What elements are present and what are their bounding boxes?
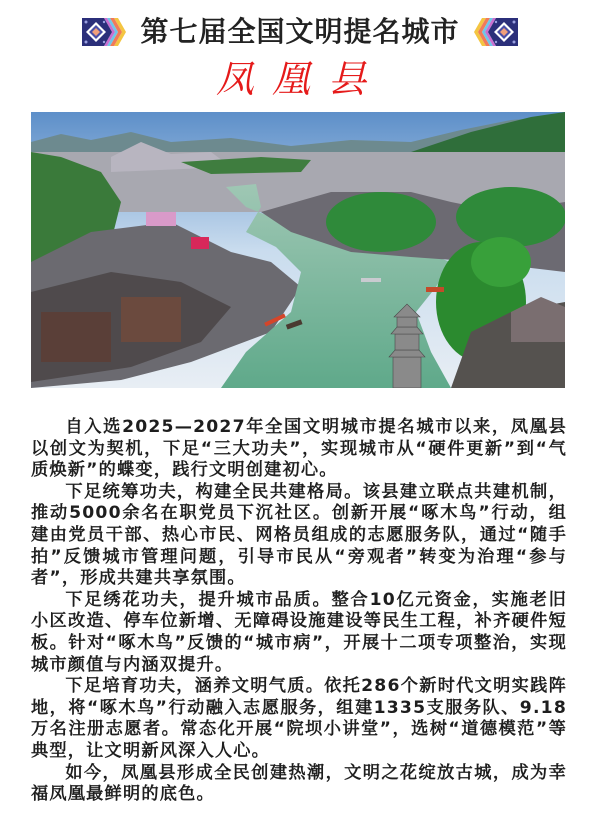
article-body: [31, 417, 567, 806]
fenghuang-aerial-photo: [31, 112, 565, 388]
ethnic-ornament-right-icon: [472, 16, 520, 48]
article-paragraph-intro: 自入选2025—2027年全国文明城市提名城市以来，凤凰县以创文为契机，下足“三大功夫”，实现城市从“硬件更新”到“气质焕新”的蝶变，践行文明创建初心。: [31, 417, 567, 481]
article-paragraph-coordination: 下足统筹功夫，构建全民共建格局。该县建立联点共建机制，推动5000余名在职党员下沉社区。创新开展“啄木鸟”行动，组建由党员干部、热心市民、网格员组成的志愿服务队，通过“随手拍”反馈城市管理问题，引导市民从“旁观者”转变为治理“参与者”，形成共建共享氛围。: [31, 481, 567, 589]
article-paragraph-quality: 下足绣花功夫，提升城市品质。整合10亿元资金，实施老旧小区改造、停车位新增、无障碍设施建设等民生工程，补齐硬件短板。针对“啄木鸟”反馈的“城市病”，开展十二项专项整治，实现城市颜值与内涵双提升。: [31, 589, 567, 675]
ethnic-ornament-left-icon: [80, 16, 128, 48]
county-name-heading: 凤凰县: [215, 57, 384, 101]
article-paragraph-conclusion: 如今，凤凰县形成全民创建热潮，文明之花绽放古城，成为幸福凤凰最鲜明的底色。: [31, 762, 567, 805]
page-title: 第七届全国文明提名城市: [140, 15, 460, 48]
page-header: [0, 12, 600, 52]
article-paragraph-cultivation: 下足培育功夫，涵养文明气质。依托286个新时代文明实践阵地，将“啄木鸟”行动融入志愿服务，组建1335支服务队、9.18万名注册志愿者。常态化开展“院坝小讲堂”，选树“道德模范”等典型，让文明新风深入人心。: [31, 676, 567, 761]
